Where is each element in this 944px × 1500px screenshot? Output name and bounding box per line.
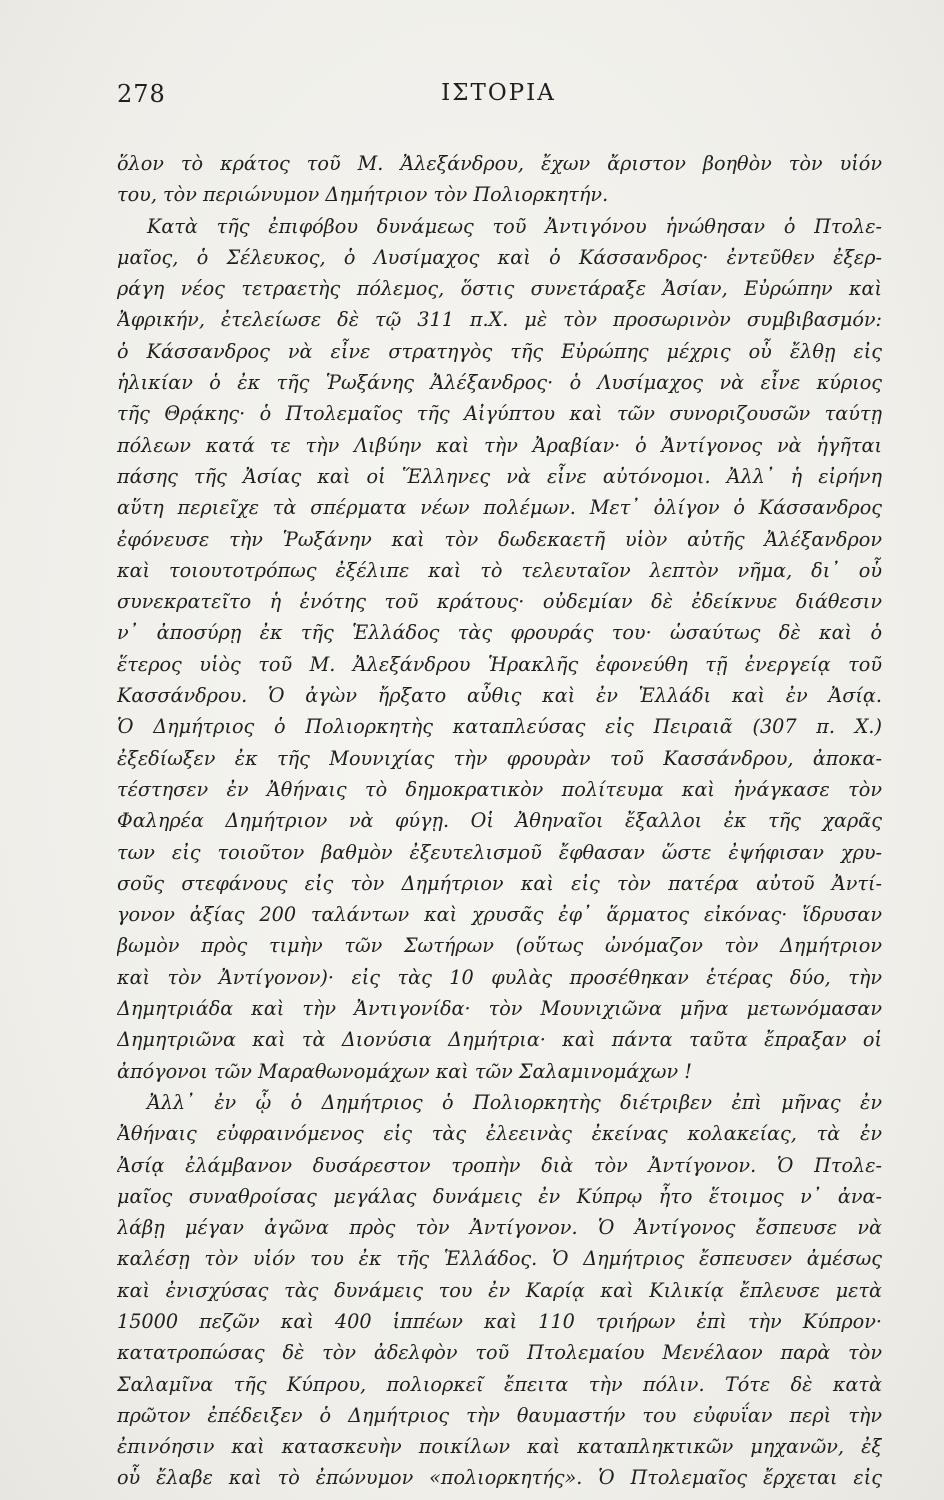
text-line: Ἀθήναις εὐφραινόμενος εἰς τὰς ἐλεεινὰς ἐκείνας κολακείας, τὰ ἐν [117, 1122, 882, 1146]
text-line: Ἀφρικήν, ἐτελείωσε δὲ τῷ 311 π.Χ. μὲ τὸν προσωρινὸν συμβιβασμόν: [117, 308, 882, 332]
running-head [117, 80, 880, 120]
text-line: ἐφόνευσε τὴν Ῥωξάνην καὶ τὸν δωδεκαετῆ υἱὸν αὐτῆς Ἀλέξανδρον [117, 527, 882, 551]
text-line: ὅλον τὸ κράτος τοῦ Μ. Ἀλεξάνδρου, ἔχων ἄριστον βοηθὸν τὸν υἱόν [117, 152, 882, 175]
text-line: πόλεων κατά τε τὴν Λιβύην καὶ τὴν Ἀραβίαν· ὁ Ἀντίγονος νὰ ἡγῆται [117, 433, 882, 457]
text-line: Κασσάνδρου. Ὁ ἀγὼν ἤρξατο αὖθις καὶ ἐν Ἑλλάδι καὶ ἐν Ἀσίᾳ. [117, 684, 882, 708]
text-line: καλέσῃ τὸν υἱόν του ἐκ τῆς Ἑλλάδος. Ὁ Δημήτριος ἔσπευσεν ἀμέσως [117, 1247, 882, 1271]
text-line: 15000 πεζῶν καὶ 400 ἱππέων καὶ 110 τριήρων ἐπὶ τὴν Κύπρον· [117, 1309, 882, 1333]
text-line: ἕτερος υἱὸς τοῦ Μ. Ἀλεξάνδρου Ἡρακλῆς ἐφονεύθη τῇ ἐνεργείᾳ τοῦ [117, 652, 882, 676]
text-line: Φαληρέα Δημήτριον νὰ φύγῃ. Οἱ Ἀθηναῖοι ἔξαλλοι ἐκ τῆς χαρᾶς [117, 809, 882, 833]
text-line: καὶ τοιουτοτρόπως ἐξέλιπε καὶ τὸ τελευταῖον λεπτὸν νῆμα, δι᾽ οὗ [117, 558, 882, 582]
text-line: τέστησεν ἐν Ἀθήναις τὸ δημοκρατικὸν πολίτευμα καὶ ἠνάγκασε τὸν [117, 777, 882, 801]
text-line: λάβῃ μέγαν ἀγῶνα πρὸς τὸν Ἀντίγονον. Ὁ Ἀντίγονος ἔσπευσε νὰ [117, 1216, 882, 1240]
text-line: των εἰς τοιοῦτον βαθμὸν ἐξευτελισμοῦ ἔφθασαν ὥστε ἐψήφισαν χρυ- [117, 840, 882, 864]
text-line: ν᾽ ἀποσύρῃ ἐκ τῆς Ἑλλάδος τὰς φρουράς του· ὡσαύτως δὲ καὶ ὁ [117, 621, 882, 645]
text-line: Σαλαμῖνα τῆς Κύπρου, πολιορκεῖ ἔπειτα τὴν πόλιν. Τότε δὲ κατὰ [117, 1372, 882, 1396]
page-number: 278 [117, 80, 166, 108]
text-line: Ἀλλ᾽ ἐν ᾧ ὁ Δημήτριος ὁ Πολιορκητὴς διέτριβεν ἐπὶ μῆνας ἐν [147, 1090, 882, 1114]
text-line: ράγη νέος τετραετὴς πόλεμος, ὅστις συνετάραξε Ἀσίαν, Εὐρώπην καὶ [117, 277, 882, 301]
text-line: ἡλικίαν ὁ ἐκ τῆς Ῥωξάνης Ἀλέξανδρος· ὁ Λυσίμαχος νὰ εἶνε κύριος [117, 371, 882, 395]
text-line: γονον ἀξίας 200 ταλάντων καὶ χρυσᾶς ἐφ᾽ ἅρματος εἰκόνας· ἵδρυσαν [117, 903, 882, 927]
text-line: σοῦς στεφάνους εἰς τὸν Δημήτριον καὶ εἰς τὸν πατέρα αὐτοῦ Ἀντί- [117, 871, 882, 895]
text-line: πάσης τῆς Ἀσίας καὶ οἱ Ἕλληνες νὰ εἶνε αὐτόνομοι. Ἀλλ᾽ ἡ εἰρήνη [117, 464, 882, 488]
text-line: κατατροπώσας δὲ τὸν ἀδελφὸν τοῦ Πτολεμαίου Μενέλαον παρὰ τὸν [117, 1341, 882, 1365]
text-body [117, 148, 882, 1494]
text-line: τῆς Θρᾴκης· ὁ Πτολεμαῖος τῆς Αἰγύπτου καὶ τῶν συνοριζουσῶν ταύτῃ [117, 402, 882, 426]
text-line: βωμὸν πρὸς τιμὴν τῶν Σωτήρων (οὕτως ὠνόμαζον τὸν Δημήτριον [117, 934, 882, 958]
text-line: πρῶτον ἐπέδειξεν ὁ Δημήτριος τὴν θαυμαστήν του εὐφυΐαν περὶ τὴν [117, 1403, 882, 1427]
text-line: ἐπινόησιν καὶ κατασκευὴν ποικίλων καὶ καταπληκτικῶν μηχανῶν, ἐξ [117, 1435, 882, 1459]
text-line: Κατὰ τῆς ἐπιφόβου δυνάμεως τοῦ Ἀντιγόνου ἡνώθησαν ὁ Πτολε- [147, 214, 882, 238]
text-line: του, τὸν περιώνυμον Δημήτριον τὸν Πολιορκητήν. [117, 183, 609, 207]
text-line: ἀπόγονοι τῶν Μαραθωνομάχων καὶ τῶν Σαλαμινομάχων ! [117, 1059, 692, 1083]
running-title: ΙΣΤΟΡΙΑ [441, 80, 556, 106]
text-line: οὗ ἔλαβε καὶ τὸ ἐπώνυμον «πολιορκητής». Ὁ Πτολεμαῖος ἔρχεται εἰς [117, 1466, 882, 1490]
text-line: καὶ τὸν Ἀντίγονον)· εἰς τὰς 10 φυλὰς προσέθηκαν ἑτέρας δύο, τὴν [117, 965, 882, 989]
text-line: μαῖος συναθροίσας μεγάλας δυνάμεις ἐν Κύπρῳ ἦτο ἕτοιμος ν᾽ ἀνα- [117, 1184, 882, 1208]
text-line: Ὁ Δημήτριος ὁ Πολιορκητὴς καταπλεύσας εἰς Πειραιᾶ (307 π. Χ.) [117, 715, 882, 739]
text-line: Ἀσίᾳ ἐλάμβανον δυσάρεστον τροπὴν διὰ τὸν Ἀντίγονον. Ὁ Πτολε- [117, 1153, 882, 1177]
text-line: συνεκρατεῖτο ἡ ἑνότης τοῦ κράτους· οὐδεμίαν δὲ ἐδείκνυε διάθεσιν [117, 590, 882, 614]
text-line: μαῖος, ὁ Σέλευκος, ὁ Λυσίμαχος καὶ ὁ Κάσσανδρος· ἐντεῦθεν ἐξερ- [117, 245, 882, 269]
text-line: ὁ Κάσσανδρος νὰ εἶνε στρατηγὸς τῆς Εὐρώπης μέχρις οὗ ἔλθῃ εἰς [117, 339, 882, 363]
text-line: ἐξεδίωξεν ἐκ τῆς Μουνιχίας τὴν φρουρὰν τοῦ Κασσάνδρου, ἀποκα- [117, 746, 882, 770]
text-line: Δημητριάδα καὶ τὴν Ἀντιγονίδα· τὸν Μουνιχιῶνα μῆνα μετωνόμασαν [117, 997, 882, 1021]
text-line: Δημητριῶνα καὶ τὰ Διονύσια Δημήτρια· καὶ πάντα ταῦτα ἔπραξαν οἱ [117, 1028, 882, 1052]
text-line: αὕτη περιεῖχε τὰ σπέρματα νέων πολέμων. Μετ᾽ ὀλίγον ὁ Κάσσανδρος [117, 496, 882, 520]
text-line: καὶ ἐνισχύσας τὰς δυνάμεις του ἐν Καρίᾳ καὶ Κιλικίᾳ ἔπλευσε μετὰ [117, 1278, 882, 1302]
